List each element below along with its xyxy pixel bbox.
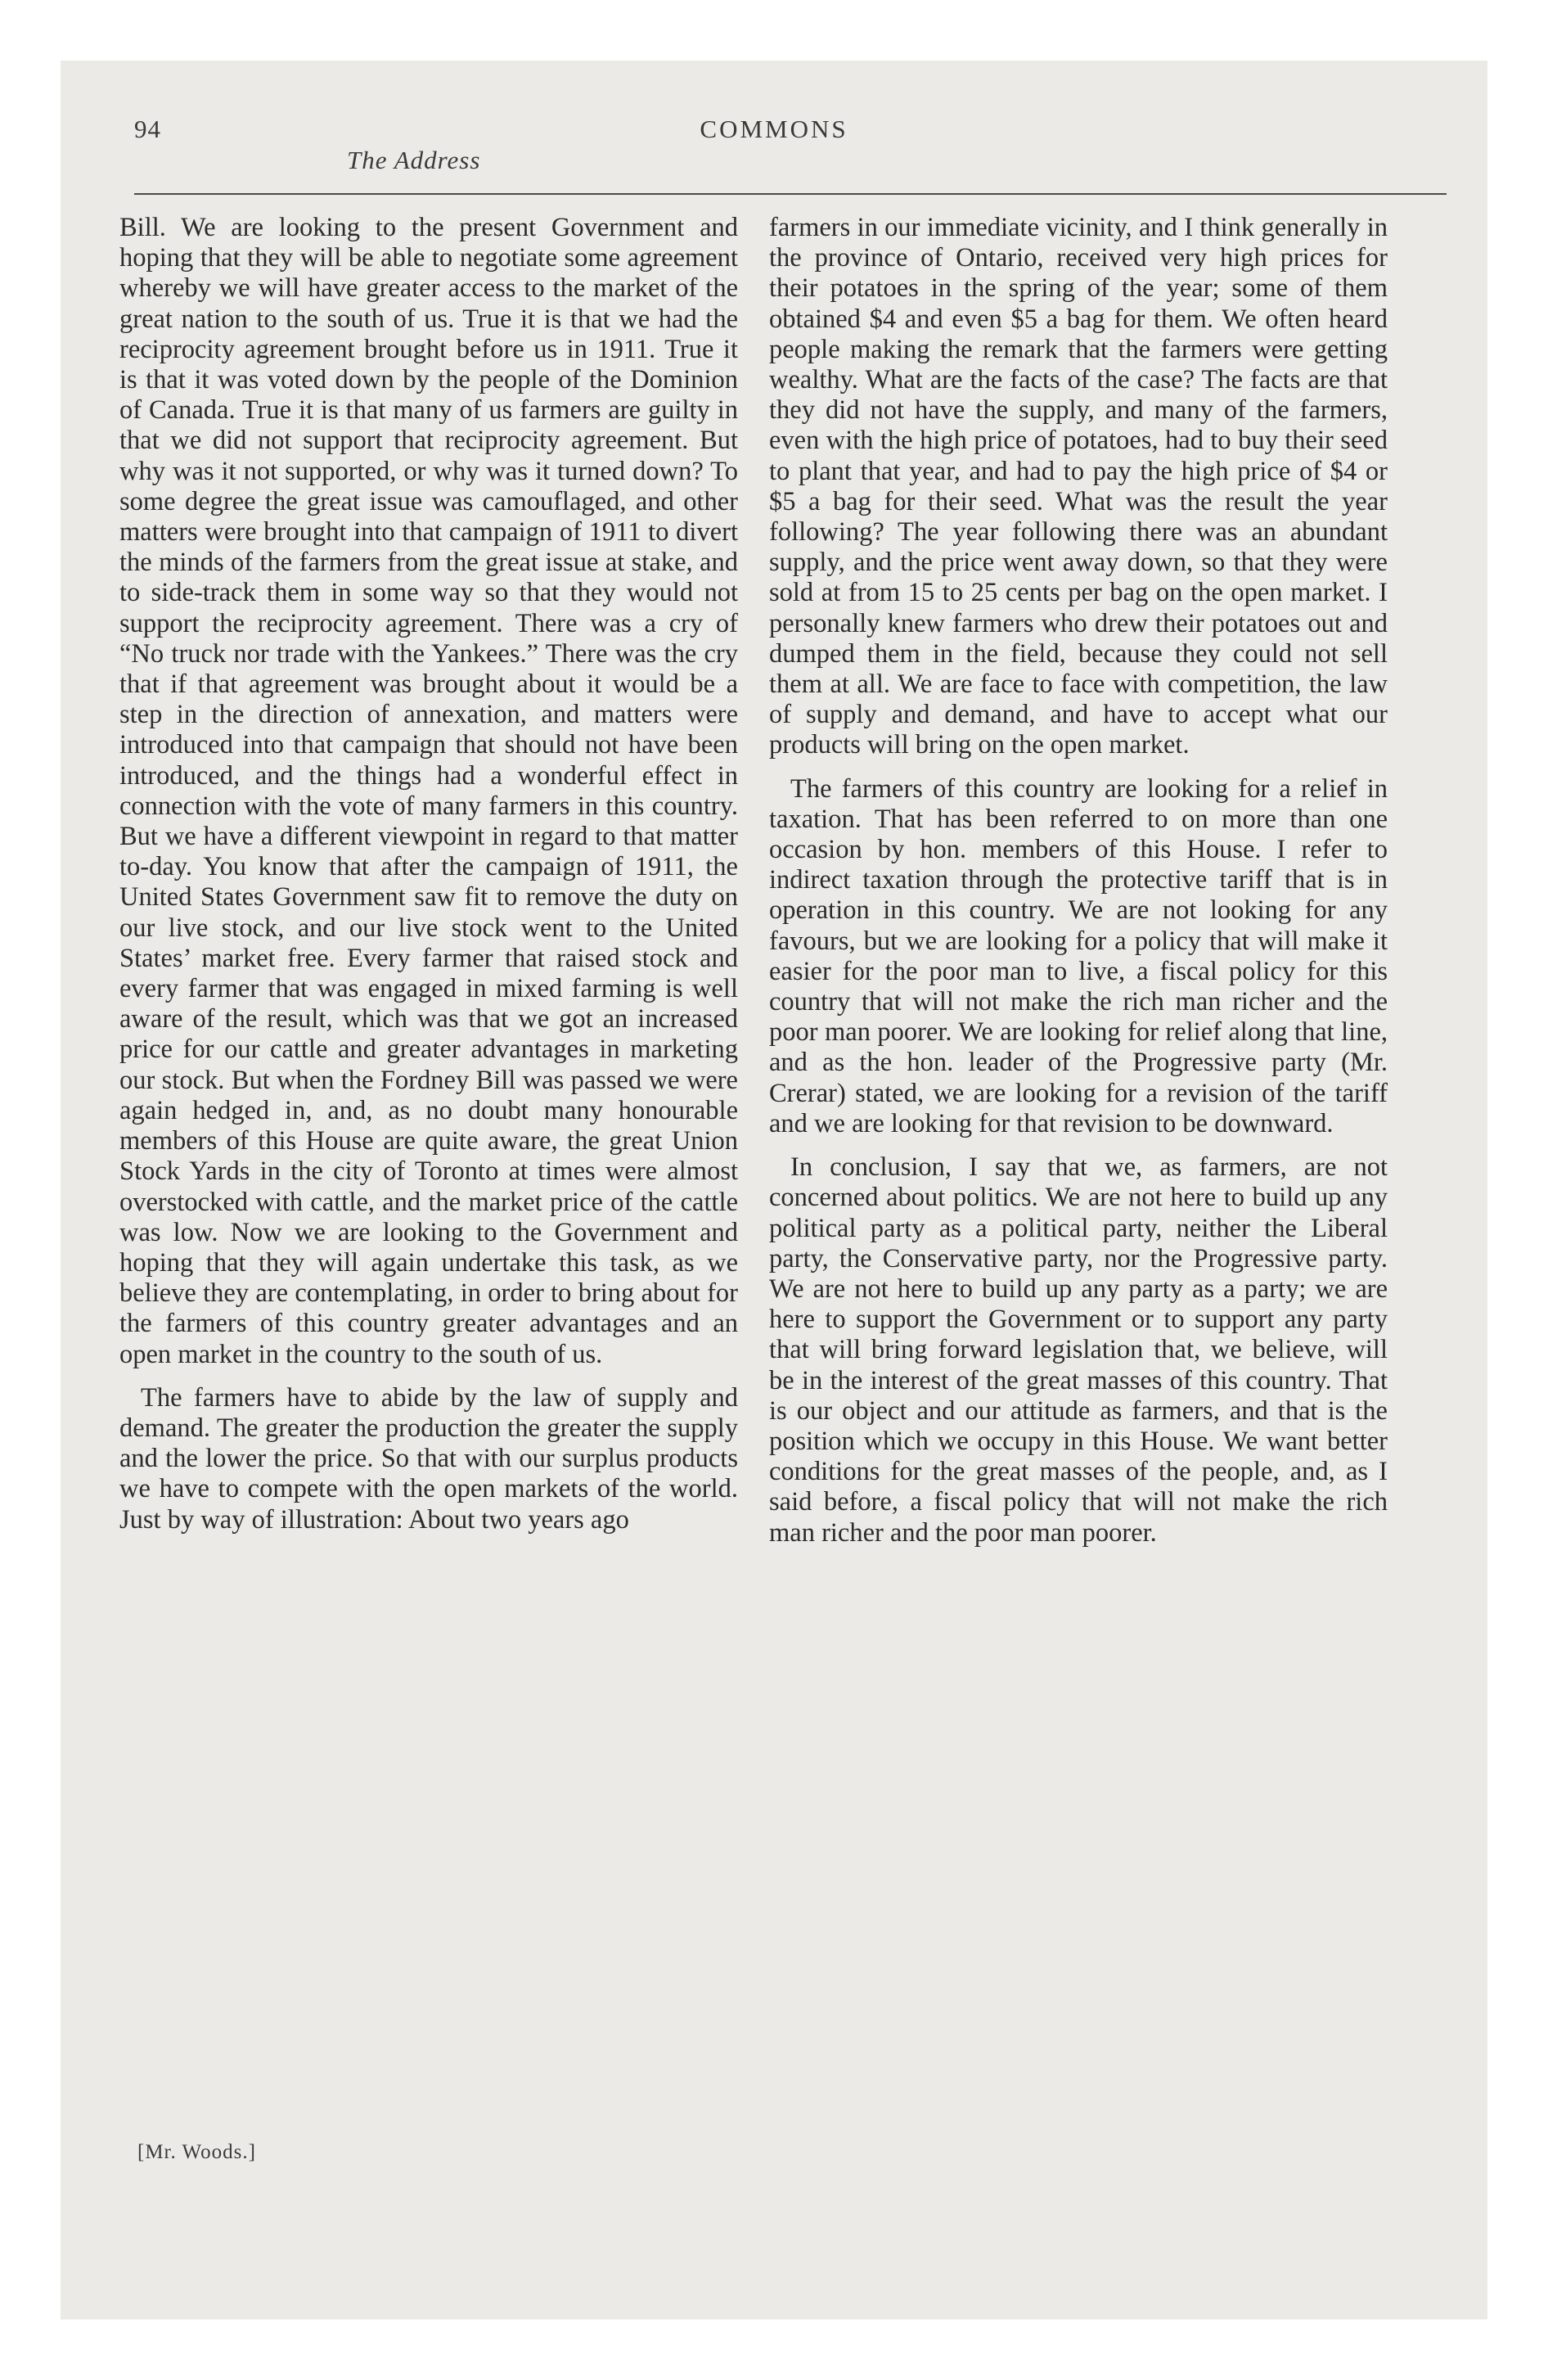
document-page	[61, 61, 1487, 2319]
paragraph: In conclusion, I say that we, as farmers, are not concerned about politics. We are not here to build up any political party as a political party, neither the Liberal party, the Conservative party, nor the Progressive party. We are not here to build up any party as a party; we are here to support the Government or to support any party that will bring forward legislation that, we believe, will be in the interest of the great masses of this country. That is our object and our attitude as farmers, and that is the position which we occupy in this House. We want better conditions for the great masses of the people, and, as I said before, a fiscal policy that will not make the rich man richer and the poor man poorer.	[769, 1152, 1388, 1548]
paragraph: Bill. We are looking to the present Government and hoping that they will be able to negotiate some agreement whereby we will have greater access to the market of the great nation to the south of us. True it is that we had the reciprocity agreement brought before us in 1911. True it is that it was voted down by the people of the Dominion of Canada. True it is that many of us farmers are guilty in that we did not support that reciprocity agreement. But why was it not supported, or why was it turned down? To some degree the great issue was camouflaged, and other matters were brought into that campaign of 1911 to divert the minds of the farmers from the great issue at stake, and to side-track them in some way so that they would not support the reciprocity agreement. There was a cry of “No truck nor trade with the Yankees.” There was the cry that if that agreement was brought about it would be a step in the direction of annexation, and matters were introduced into that campaign that should not have been introduced, and the things had a wonderful effect in connection with the vote of many farmers in this country. But we have a different viewpoint in regard to that matter to-day. You know that after the campaign of 1911, the United States Government saw fit to remove the duty on our live stock, and our live stock went to the United States’ market free. Every farmer that raised stock and every farmer that was engaged in mixed farming is well aware of the result, which was that we got an increased price for our cattle and greater advantages in marketing our stock. But when the Fordney Bill was passed we were again hedged in, and, as no doubt many honourable members of this House are quite aware, the great Union Stock Yards in the city of Toronto at times were almost overstocked with cattle, and the market price of the cattle was low. Now we are looking to the Government and hoping that they will again undertake this task, as we believe they are contemplating, in order to bring about for the farmers of this country greater advantages and an open market in the country to the south of us.	[119, 213, 738, 1369]
header-rule	[134, 193, 1447, 195]
right-column	[769, 213, 1388, 1562]
section-title: The Address	[347, 146, 481, 174]
page-number: 94	[134, 115, 161, 143]
speaker-tag: [Mr. Woods.]	[137, 2141, 256, 2163]
left-column	[119, 213, 738, 1548]
paragraph: The farmers of this country are looking for a relief in taxation. That has been referred to on more than one occasion by hon. members of this House. I refer to indirect taxation through the protective tariff that is in operation in this country. We are not looking for any favours, but we are looking for a policy that will make it easier for the poor man to live, a fiscal policy for this country that will not make the rich man richer and the poor man poorer. We are looking for relief along that line, and as the hon. leader of the Progressive party (Mr. Crerar) stated, we are looking for a revision of the tariff and we are looking for that revision to be downward.	[769, 773, 1388, 1138]
paragraph: The farmers have to abide by the law of supply and demand. The greater the production the greater the supply and the lower the price. So that with our surplus products we have to compete with the open markets of the world. Just by way of illustration: About two years ago	[119, 1382, 738, 1535]
running-head: COMMONS	[700, 115, 848, 143]
paragraph: farmers in our immediate vicinity, and I think generally in the province of Ontario, received very high prices for their potatoes in the spring of the year; some of them obtained $4 and even $5 a bag for them. We often heard people making the remark that the farmers were getting wealthy. What are the facts of the case? The facts are that they did not have the supply, and many of the farmers, even with the high price of potatoes, had to buy their seed to plant that year, and had to pay the high price of $4 or $5 a bag for their seed. What was the result the year following? The year following there was an abundant supply, and the price went away down, so that they were sold at from 15 to 25 cents per bag on the open market. I personally knew farmers who drew their potatoes out and dumped them in the field, because they could not sell them at all. We are face to face with competition, the law of supply and demand, and have to accept what our products will bring on the open market.	[769, 213, 1388, 760]
